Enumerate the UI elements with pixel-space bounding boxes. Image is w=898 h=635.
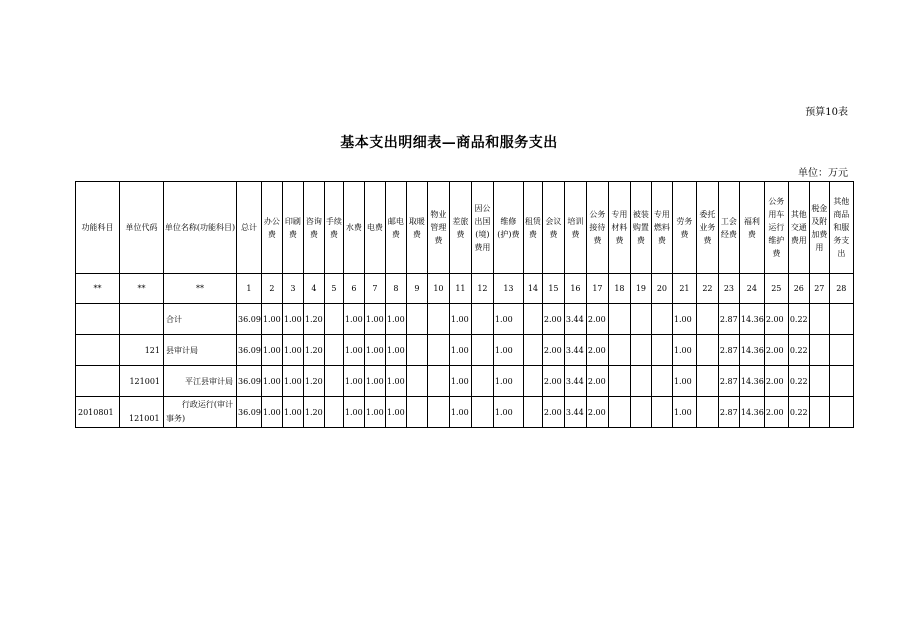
value-cell: 1.00 xyxy=(343,335,364,366)
column-number-row xyxy=(76,274,854,304)
column-number: 14 xyxy=(523,274,542,304)
value-cell xyxy=(608,397,630,428)
column-number: 11 xyxy=(449,274,471,304)
value-cell: 1.00 xyxy=(364,366,385,397)
value-cell: 1.00 xyxy=(343,304,364,335)
value-cell xyxy=(324,304,343,335)
value-cell: 36.09 xyxy=(237,304,262,335)
table-row xyxy=(76,335,854,366)
value-cell: 36.09 xyxy=(237,335,262,366)
value-cell: 2.87 xyxy=(718,335,739,366)
column-header: 办公费 xyxy=(261,182,282,274)
column-number: 21 xyxy=(672,274,696,304)
value-cell: 1.00 xyxy=(261,366,282,397)
unit-code-cell: 121 xyxy=(120,335,164,366)
value-cell: 1.00 xyxy=(493,366,523,397)
column-header: 其他商品和服务支出 xyxy=(829,182,853,274)
value-cell xyxy=(471,397,493,428)
value-cell: 1.00 xyxy=(385,397,406,428)
value-cell: 36.09 xyxy=(237,397,262,428)
unit-code-cell: 121001 xyxy=(120,366,164,397)
value-cell: 1.00 xyxy=(282,366,303,397)
value-cell: 2.87 xyxy=(718,366,739,397)
unit-name-line1: 行政运行(审计 xyxy=(181,400,233,409)
value-cell: 14.36 xyxy=(739,304,764,335)
column-header: 电费 xyxy=(364,182,385,274)
column-header: 公务用车运行维护费 xyxy=(764,182,788,274)
value-cell xyxy=(608,335,630,366)
value-cell: 1.20 xyxy=(303,397,324,428)
value-cell: 2.00 xyxy=(586,335,608,366)
value-cell: 2.00 xyxy=(764,304,788,335)
column-header: 因公出国(境)费用 xyxy=(471,182,493,274)
value-cell: 2.00 xyxy=(764,335,788,366)
column-number: 12 xyxy=(471,274,493,304)
value-cell xyxy=(809,304,829,335)
value-cell: 0.22 xyxy=(788,397,809,428)
value-cell xyxy=(630,335,651,366)
value-cell: 1.00 xyxy=(261,397,282,428)
value-cell: 2.00 xyxy=(542,397,564,428)
column-number: 22 xyxy=(696,274,718,304)
unit-code-cell xyxy=(120,397,164,428)
value-cell xyxy=(324,335,343,366)
column-header: 差旅费 xyxy=(449,182,471,274)
value-cell: 2.00 xyxy=(764,397,788,428)
unit-name-cell: 平江县审计局 xyxy=(164,366,237,397)
table-row xyxy=(76,304,854,335)
value-cell xyxy=(809,335,829,366)
column-header: 取暖费 xyxy=(406,182,427,274)
value-cell: 1.00 xyxy=(364,335,385,366)
value-cell: 1.00 xyxy=(672,304,696,335)
table-row xyxy=(76,397,854,428)
value-cell xyxy=(471,366,493,397)
unit-name-cell: 县审计局 xyxy=(164,335,237,366)
value-cell: 1.00 xyxy=(364,397,385,428)
value-cell xyxy=(523,397,542,428)
function-code-cell xyxy=(76,304,120,335)
value-cell: 1.00 xyxy=(282,397,303,428)
column-number: 20 xyxy=(651,274,672,304)
value-cell xyxy=(427,335,449,366)
value-cell xyxy=(427,304,449,335)
column-header: 咨询费 xyxy=(303,182,324,274)
value-cell: 1.00 xyxy=(493,335,523,366)
column-header: 租赁费 xyxy=(523,182,542,274)
value-cell: 3.44 xyxy=(564,304,586,335)
value-cell xyxy=(829,397,853,428)
column-number: 13 xyxy=(493,274,523,304)
column-number: 4 xyxy=(303,274,324,304)
value-cell: 1.00 xyxy=(385,304,406,335)
value-cell: 1.00 xyxy=(449,397,471,428)
column-header: 福利费 xyxy=(739,182,764,274)
value-cell: 0.22 xyxy=(788,366,809,397)
value-cell: 2.00 xyxy=(764,366,788,397)
column-header: 维修(护)费 xyxy=(493,182,523,274)
value-cell: 36.09 xyxy=(237,366,262,397)
column-number: ** xyxy=(120,274,164,304)
unit-name-cell xyxy=(164,397,237,428)
column-number: 26 xyxy=(788,274,809,304)
value-cell: 1.00 xyxy=(672,366,696,397)
column-number: 1 xyxy=(237,274,262,304)
column-number: 16 xyxy=(564,274,586,304)
column-number: 19 xyxy=(630,274,651,304)
value-cell xyxy=(406,366,427,397)
column-number: ** xyxy=(164,274,237,304)
column-number: 2 xyxy=(261,274,282,304)
value-cell xyxy=(523,366,542,397)
column-number: 28 xyxy=(829,274,853,304)
value-cell: 1.00 xyxy=(343,397,364,428)
column-header: 专用材料费 xyxy=(608,182,630,274)
column-number: 23 xyxy=(718,274,739,304)
column-header: 专用燃料费 xyxy=(651,182,672,274)
value-cell xyxy=(651,397,672,428)
value-cell: 1.00 xyxy=(385,335,406,366)
column-number: 9 xyxy=(406,274,427,304)
page-title: 基本支出明细表—商品和服务支出 xyxy=(340,135,558,151)
function-code-cell xyxy=(76,335,120,366)
value-cell xyxy=(608,366,630,397)
value-cell: 2.00 xyxy=(586,397,608,428)
header-row xyxy=(76,182,854,274)
column-header: 工会经费 xyxy=(718,182,739,274)
value-cell xyxy=(523,304,542,335)
column-header: 水费 xyxy=(343,182,364,274)
value-cell xyxy=(427,397,449,428)
value-cell xyxy=(608,304,630,335)
column-number: 25 xyxy=(764,274,788,304)
unit-code-text: 121001 xyxy=(129,414,160,423)
column-number: 6 xyxy=(343,274,364,304)
value-cell: 14.36 xyxy=(739,366,764,397)
column-header: 手续费 xyxy=(324,182,343,274)
value-cell xyxy=(523,335,542,366)
value-cell xyxy=(829,335,853,366)
value-cell: 2.87 xyxy=(718,304,739,335)
value-cell xyxy=(427,366,449,397)
column-number: 10 xyxy=(427,274,449,304)
column-number: 5 xyxy=(324,274,343,304)
value-cell: 1.00 xyxy=(493,304,523,335)
value-cell xyxy=(406,397,427,428)
column-number: 8 xyxy=(385,274,406,304)
column-header: 公务接待费 xyxy=(586,182,608,274)
value-cell: 3.44 xyxy=(564,366,586,397)
column-header: 其他交通费用 xyxy=(788,182,809,274)
value-cell xyxy=(406,304,427,335)
value-cell xyxy=(471,304,493,335)
column-number: 17 xyxy=(586,274,608,304)
table-number: 预算10表 xyxy=(805,107,848,118)
value-cell xyxy=(809,397,829,428)
value-cell: 1.00 xyxy=(261,335,282,366)
value-cell: 2.00 xyxy=(542,366,564,397)
column-header: 税金及附加费用 xyxy=(809,182,829,274)
value-cell: 2.00 xyxy=(542,335,564,366)
value-cell: 1.00 xyxy=(282,304,303,335)
value-cell: 2.00 xyxy=(542,304,564,335)
value-cell: 14.36 xyxy=(739,397,764,428)
function-code-cell: 2010801 xyxy=(76,397,120,428)
unit-label: 单位：万元 xyxy=(798,168,848,179)
value-cell: 1.20 xyxy=(303,335,324,366)
value-cell xyxy=(651,366,672,397)
value-cell: 1.00 xyxy=(672,397,696,428)
column-number: 3 xyxy=(282,274,303,304)
value-cell xyxy=(696,366,718,397)
value-cell xyxy=(406,335,427,366)
value-cell: 1.00 xyxy=(672,335,696,366)
column-header: 会议费 xyxy=(542,182,564,274)
value-cell: 14.36 xyxy=(739,335,764,366)
value-cell: 1.00 xyxy=(449,366,471,397)
column-number: 7 xyxy=(364,274,385,304)
value-cell: 2.87 xyxy=(718,397,739,428)
unit-code-cell xyxy=(120,304,164,335)
value-cell: 1.20 xyxy=(303,304,324,335)
value-cell: 1.00 xyxy=(364,304,385,335)
column-header: 委托业务费 xyxy=(696,182,718,274)
value-cell xyxy=(324,397,343,428)
value-cell xyxy=(651,304,672,335)
column-number: 18 xyxy=(608,274,630,304)
value-cell xyxy=(471,335,493,366)
unit-name-cell: 合计 xyxy=(164,304,237,335)
column-number: 15 xyxy=(542,274,564,304)
function-code-cell xyxy=(76,366,120,397)
value-cell: 2.00 xyxy=(586,366,608,397)
value-cell xyxy=(696,397,718,428)
column-number: 24 xyxy=(739,274,764,304)
column-header: 功能科目 xyxy=(76,182,120,274)
value-cell: 1.00 xyxy=(385,366,406,397)
column-header: 印刷费 xyxy=(282,182,303,274)
value-cell: 1.00 xyxy=(261,304,282,335)
column-header: 邮电费 xyxy=(385,182,406,274)
column-number: 27 xyxy=(809,274,829,304)
value-cell xyxy=(829,366,853,397)
value-cell xyxy=(324,366,343,397)
value-cell: 1.00 xyxy=(449,335,471,366)
column-header: 总计 xyxy=(237,182,262,274)
value-cell xyxy=(630,304,651,335)
value-cell: 3.44 xyxy=(564,335,586,366)
value-cell: 0.22 xyxy=(788,335,809,366)
value-cell: 1.00 xyxy=(449,304,471,335)
value-cell xyxy=(651,335,672,366)
value-cell: 3.44 xyxy=(564,397,586,428)
column-header: 单位代码 xyxy=(120,182,164,274)
value-cell: 2.00 xyxy=(586,304,608,335)
value-cell: 1.00 xyxy=(493,397,523,428)
column-header: 被装购置费 xyxy=(630,182,651,274)
column-header: 物业管理费 xyxy=(427,182,449,274)
value-cell xyxy=(696,335,718,366)
column-header: 劳务费 xyxy=(672,182,696,274)
value-cell xyxy=(829,304,853,335)
value-cell: 1.00 xyxy=(282,335,303,366)
value-cell: 0.22 xyxy=(788,304,809,335)
value-cell xyxy=(630,366,651,397)
column-header: 单位名称(功能科目) xyxy=(164,182,237,274)
column-header: 培训费 xyxy=(564,182,586,274)
column-number: ** xyxy=(76,274,120,304)
table-row xyxy=(76,366,854,397)
value-cell: 1.20 xyxy=(303,366,324,397)
expense-detail-table xyxy=(75,181,854,428)
value-cell xyxy=(696,304,718,335)
value-cell: 1.00 xyxy=(343,366,364,397)
unit-name-line2: 事务) xyxy=(166,414,186,423)
value-cell xyxy=(630,397,651,428)
value-cell xyxy=(809,366,829,397)
